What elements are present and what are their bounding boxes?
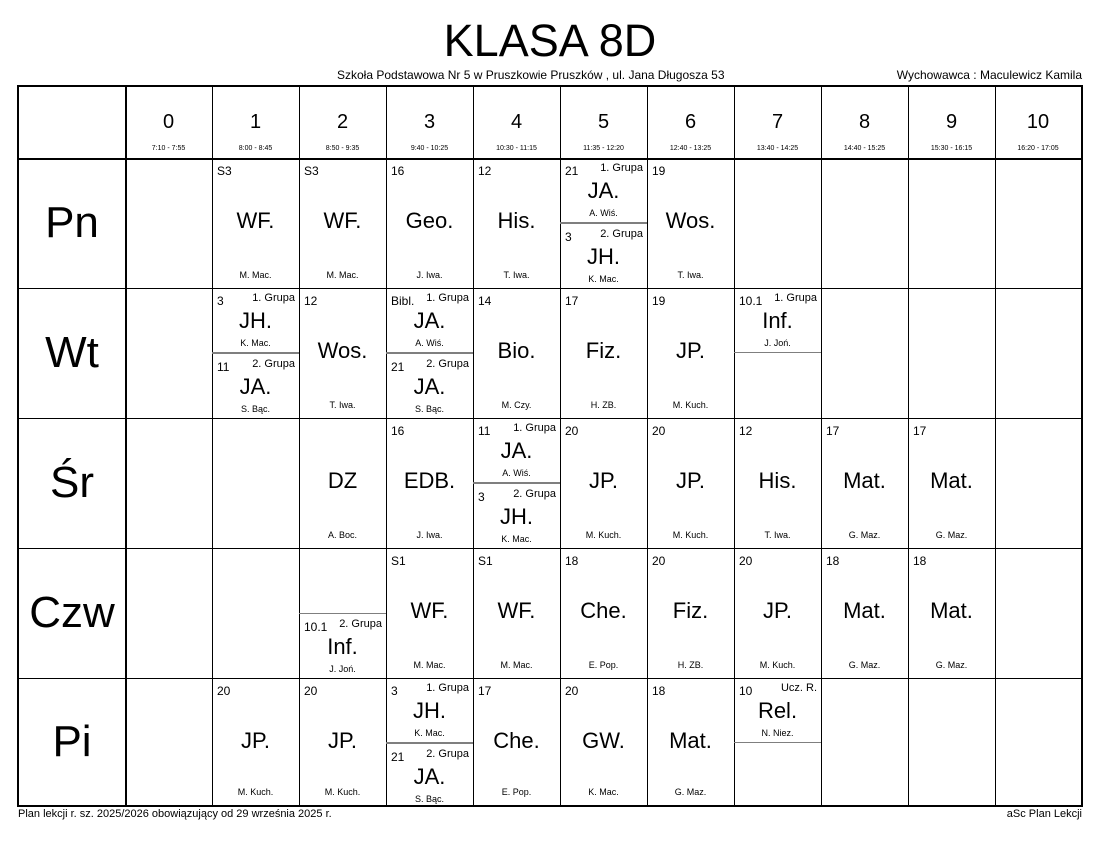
- subject: Che.: [580, 598, 627, 623]
- room-number: 11: [478, 424, 491, 438]
- room-number: 20: [304, 684, 318, 698]
- subject: EDB.: [403, 468, 456, 493]
- group-lesson[interactable]: [473, 483, 560, 548]
- teacher: H. ZB.: [590, 400, 617, 410]
- teacher: M. Kuch.: [324, 787, 361, 797]
- subject: WF.: [236, 208, 275, 233]
- footer-validity: Plan lekcji r. sz. 2025/2026 obowiązujący od 29 września 2025 r.: [18, 808, 332, 820]
- lesson-cell[interactable]: [647, 288, 734, 418]
- lesson-cell[interactable]: [734, 678, 821, 805]
- lesson-cell[interactable]: [734, 288, 821, 418]
- teacher: E. Pop.: [588, 660, 619, 670]
- teacher: J. Joń.: [329, 664, 356, 674]
- grid-column-line: [995, 87, 996, 805]
- room-number: 21: [391, 750, 405, 764]
- period-header: [125, 87, 212, 158]
- teacher: J. Iwa.: [416, 270, 443, 280]
- subject: JP.: [589, 468, 618, 493]
- lesson-cell[interactable]: [299, 158, 386, 288]
- lesson-cell[interactable]: [734, 418, 821, 548]
- teacher: K. Mac.: [501, 534, 532, 544]
- period-header: [734, 87, 821, 158]
- period-number: 6: [684, 111, 697, 133]
- teacher: S. Bąc.: [240, 404, 270, 414]
- group-lesson[interactable]: [473, 418, 560, 483]
- group-lesson[interactable]: [560, 158, 647, 223]
- period-number: 8: [858, 111, 871, 133]
- teacher: M. Mac.: [326, 270, 359, 280]
- subject: Mat.: [930, 598, 973, 623]
- subject: Wos.: [665, 208, 716, 233]
- lesson-cell[interactable]: [386, 548, 473, 678]
- period-time: 8:50 - 9:35: [325, 145, 360, 152]
- group-lesson[interactable]: [734, 678, 821, 743]
- room-number: 17: [913, 424, 927, 438]
- lesson-cell[interactable]: [821, 418, 908, 548]
- teacher: K. Mac.: [588, 787, 619, 797]
- teacher: A. Boc.: [327, 530, 357, 540]
- group-label: 2. Grupa: [426, 358, 469, 370]
- subject: His.: [497, 208, 536, 233]
- day-label: Wt: [45, 328, 99, 377]
- lesson-cell[interactable]: [560, 418, 647, 548]
- teacher: M. Kuch.: [237, 787, 274, 797]
- period-number: 2: [336, 111, 349, 133]
- period-number: 5: [597, 111, 610, 133]
- lesson-cell[interactable]: [299, 548, 386, 678]
- teacher: J. Joń.: [764, 338, 791, 348]
- lesson-cell[interactable]: [473, 678, 560, 805]
- group-label: 1. Grupa: [774, 292, 817, 304]
- subject: JA.: [239, 374, 272, 399]
- teacher: G. Maz.: [935, 530, 968, 540]
- teacher: T. Iwa.: [764, 530, 791, 540]
- period-time: 8:00 - 8:45: [238, 145, 273, 152]
- subject: JP.: [676, 468, 705, 493]
- room-number: 11: [217, 360, 230, 374]
- room-number: Bibl.: [391, 294, 415, 308]
- group-label: 1. Grupa: [426, 292, 469, 304]
- period-number: 3: [423, 111, 436, 133]
- room-number: 3: [478, 490, 485, 504]
- lesson-cell[interactable]: [647, 158, 734, 288]
- period-header: [560, 87, 647, 158]
- period-number: 7: [771, 111, 784, 133]
- day-label: Pi: [52, 717, 92, 766]
- room-number: 19: [652, 294, 666, 308]
- teacher: M. Mac.: [413, 660, 446, 670]
- teacher: J. Iwa.: [416, 530, 443, 540]
- room-number: 18: [913, 554, 927, 568]
- day-label: Śr: [50, 458, 94, 507]
- lesson-cell[interactable]: [386, 288, 473, 418]
- room-number: 3: [391, 684, 398, 698]
- group-lesson[interactable]: [386, 288, 473, 353]
- subject: Wos.: [317, 338, 368, 363]
- group-label: 2. Grupa: [513, 488, 556, 500]
- teacher: M. Mac.: [500, 660, 533, 670]
- room-number: 17: [565, 294, 579, 308]
- room-number: S1: [478, 554, 493, 568]
- lesson-cell[interactable]: [299, 678, 386, 805]
- lesson-cell[interactable]: [473, 158, 560, 288]
- group-lesson[interactable]: [386, 678, 473, 743]
- subject: Mat.: [930, 468, 973, 493]
- period-header: [821, 87, 908, 158]
- lesson-cell[interactable]: [647, 418, 734, 548]
- room-number: 14: [478, 294, 492, 308]
- lesson-cell[interactable]: [473, 548, 560, 678]
- group-lesson[interactable]: [560, 223, 647, 288]
- subject: JH.: [500, 504, 533, 529]
- period-header: [299, 87, 386, 158]
- group-lesson[interactable]: [386, 743, 473, 808]
- period-time: 12:40 - 13:25: [669, 145, 712, 152]
- class-tutor: Wychowawca : Maculewicz Kamila: [896, 68, 1082, 82]
- lesson-cell[interactable]: [473, 288, 560, 418]
- lesson-cell[interactable]: [299, 288, 386, 418]
- room-number: 18: [826, 554, 840, 568]
- room-number: 12: [304, 294, 318, 308]
- room-number: 18: [565, 554, 579, 568]
- room-number: 12: [478, 164, 492, 178]
- subject: JA.: [500, 438, 533, 463]
- period-header: [473, 87, 560, 158]
- room-number: 12: [739, 424, 753, 438]
- period-header: [386, 87, 473, 158]
- period-time: 10:30 - 11:15: [496, 145, 537, 152]
- period-time: 9:40 - 10:25: [410, 145, 449, 152]
- period-time: 13:40 - 14:25: [756, 145, 799, 152]
- subject: WF.: [497, 598, 536, 623]
- lesson-cell[interactable]: [473, 418, 560, 548]
- period-header: [212, 87, 299, 158]
- room-number: 20: [739, 554, 753, 568]
- teacher: T. Iwa.: [503, 270, 530, 280]
- lesson-cell[interactable]: [821, 548, 908, 678]
- room-number: S3: [217, 164, 232, 178]
- teacher: E. Pop.: [501, 787, 532, 797]
- subject: JP.: [676, 338, 705, 363]
- room-number: 10: [739, 684, 753, 698]
- group-lesson[interactable]: [299, 613, 386, 678]
- group-label: 2. Grupa: [600, 228, 643, 240]
- group-label: Ucz. R.: [780, 682, 817, 694]
- subject: JA.: [413, 374, 446, 399]
- period-header: [647, 87, 734, 158]
- lesson-cell[interactable]: [212, 678, 299, 805]
- teacher: T. Iwa.: [677, 270, 704, 280]
- teacher: G. Maz.: [935, 660, 968, 670]
- lesson-cell[interactable]: [386, 678, 473, 805]
- room-number: 17: [826, 424, 840, 438]
- subject: JP.: [241, 728, 270, 753]
- room-number: 20: [652, 424, 666, 438]
- room-number: 17: [478, 684, 492, 698]
- teacher: A. Wiś.: [415, 338, 444, 348]
- teacher: K. Mac.: [414, 728, 445, 738]
- group-label: 1. Grupa: [600, 162, 643, 174]
- period-time: 16:20 - 17:05: [1017, 145, 1059, 152]
- period-number: 9: [945, 111, 958, 133]
- room-number: 10.1: [304, 620, 328, 634]
- group-lesson[interactable]: [734, 288, 821, 353]
- subject: His.: [758, 468, 797, 493]
- subject: Che.: [493, 728, 540, 753]
- subject: Rel.: [757, 698, 798, 723]
- teacher: H. ZB.: [677, 660, 704, 670]
- room-number: S1: [391, 554, 406, 568]
- lesson-cell[interactable]: [560, 158, 647, 288]
- subject: JA.: [413, 308, 446, 333]
- teacher: M. Kuch.: [672, 400, 709, 410]
- room-number: 21: [565, 164, 579, 178]
- group-label: 1. Grupa: [252, 292, 295, 304]
- room-number: 3: [565, 230, 572, 244]
- teacher: M. Mac.: [239, 270, 272, 280]
- group-lesson[interactable]: [386, 353, 473, 418]
- period-time: 7:10 - 7:55: [151, 145, 186, 152]
- footer-software: aSc Plan Lekcji: [1006, 808, 1082, 820]
- timetable-grid: [17, 85, 1083, 807]
- teacher: G. Maz.: [674, 787, 707, 797]
- room-number: 3: [217, 294, 224, 308]
- room-number: 10.1: [739, 294, 763, 308]
- teacher: N. Niez.: [761, 728, 794, 738]
- subject: Inf.: [762, 308, 793, 333]
- subject: Bio.: [497, 338, 536, 363]
- room-number: S3: [304, 164, 319, 178]
- period-header: [908, 87, 995, 158]
- teacher: A. Wiś.: [502, 468, 531, 478]
- teacher: T. Iwa.: [329, 400, 356, 410]
- lesson-cell[interactable]: [560, 678, 647, 805]
- room-number: 20: [565, 424, 579, 438]
- room-number: 20: [565, 684, 579, 698]
- group-label: 1. Grupa: [513, 422, 556, 434]
- subject: JH.: [413, 698, 446, 723]
- subject: Fiz.: [585, 338, 622, 363]
- teacher: M. Kuch.: [759, 660, 796, 670]
- subject: JP.: [763, 598, 792, 623]
- teacher: A. Wiś.: [589, 208, 618, 218]
- group-lesson[interactable]: [212, 353, 299, 418]
- teacher: K. Mac.: [240, 338, 271, 348]
- teacher: K. Mac.: [588, 274, 619, 284]
- room-number: 16: [391, 424, 405, 438]
- subject: Mat.: [669, 728, 712, 753]
- day-label: Pn: [45, 198, 99, 247]
- period-number: 0: [162, 111, 175, 133]
- subject: Mat.: [843, 468, 886, 493]
- teacher: M. Kuch.: [585, 530, 622, 540]
- day-label: Czw: [29, 588, 115, 637]
- room-number: 19: [652, 164, 666, 178]
- group-label: 2. Grupa: [339, 618, 382, 630]
- subject: JP.: [328, 728, 357, 753]
- period-time: 14:40 - 15:25: [843, 145, 886, 152]
- subject: DZ: [327, 468, 358, 493]
- period-time: 15:30 - 16:15: [930, 145, 973, 152]
- teacher: M. Czy.: [501, 400, 532, 410]
- teacher: G. Maz.: [848, 660, 881, 670]
- group-label: 2. Grupa: [426, 748, 469, 760]
- subject: Inf.: [327, 634, 358, 659]
- lesson-cell[interactable]: [560, 288, 647, 418]
- grid-column-line: [125, 87, 127, 805]
- subject: JH.: [239, 308, 272, 333]
- group-label: 2. Grupa: [252, 358, 295, 370]
- teacher: G. Maz.: [848, 530, 881, 540]
- subject: JA.: [413, 764, 446, 789]
- subject: WF.: [323, 208, 362, 233]
- room-number: 20: [217, 684, 231, 698]
- lesson-cell[interactable]: [386, 418, 473, 548]
- lesson-cell[interactable]: [647, 548, 734, 678]
- group-lesson[interactable]: [212, 288, 299, 353]
- period-number: 10: [1026, 111, 1050, 133]
- period-number: 1: [249, 111, 262, 133]
- lesson-cell[interactable]: [734, 548, 821, 678]
- subject: GW.: [582, 728, 625, 753]
- subject: Mat.: [843, 598, 886, 623]
- teacher: S. Bąc.: [414, 794, 444, 804]
- teacher: S. Bąc.: [414, 404, 444, 414]
- subject: Fiz.: [672, 598, 709, 623]
- room-number: 16: [391, 164, 405, 178]
- page-title: KLASA 8D: [443, 15, 657, 66]
- period-time: 11:35 - 12:20: [583, 145, 624, 152]
- lesson-cell[interactable]: [908, 418, 995, 548]
- room-number: 18: [652, 684, 666, 698]
- lesson-cell[interactable]: [212, 288, 299, 418]
- subject: Geo.: [405, 208, 454, 233]
- lesson-cell[interactable]: [212, 158, 299, 288]
- teacher: M. Kuch.: [672, 530, 709, 540]
- period-header: [995, 87, 1081, 158]
- lesson-cell[interactable]: [647, 678, 734, 805]
- room-number: 21: [391, 360, 405, 374]
- room-number: 20: [652, 554, 666, 568]
- period-number: 4: [510, 111, 523, 133]
- subject: JH.: [587, 244, 620, 269]
- subject: JA.: [587, 178, 620, 203]
- lesson-cell[interactable]: [386, 158, 473, 288]
- group-label: 1. Grupa: [426, 682, 469, 694]
- lesson-cell[interactable]: [560, 548, 647, 678]
- lesson-cell[interactable]: [908, 548, 995, 678]
- subject: WF.: [410, 598, 449, 623]
- school-info: Szkoła Podstawowa Nr 5 w Pruszkowie Pruszków , ul. Jana Długosza 53: [337, 68, 725, 82]
- lesson-cell[interactable]: [299, 418, 386, 548]
